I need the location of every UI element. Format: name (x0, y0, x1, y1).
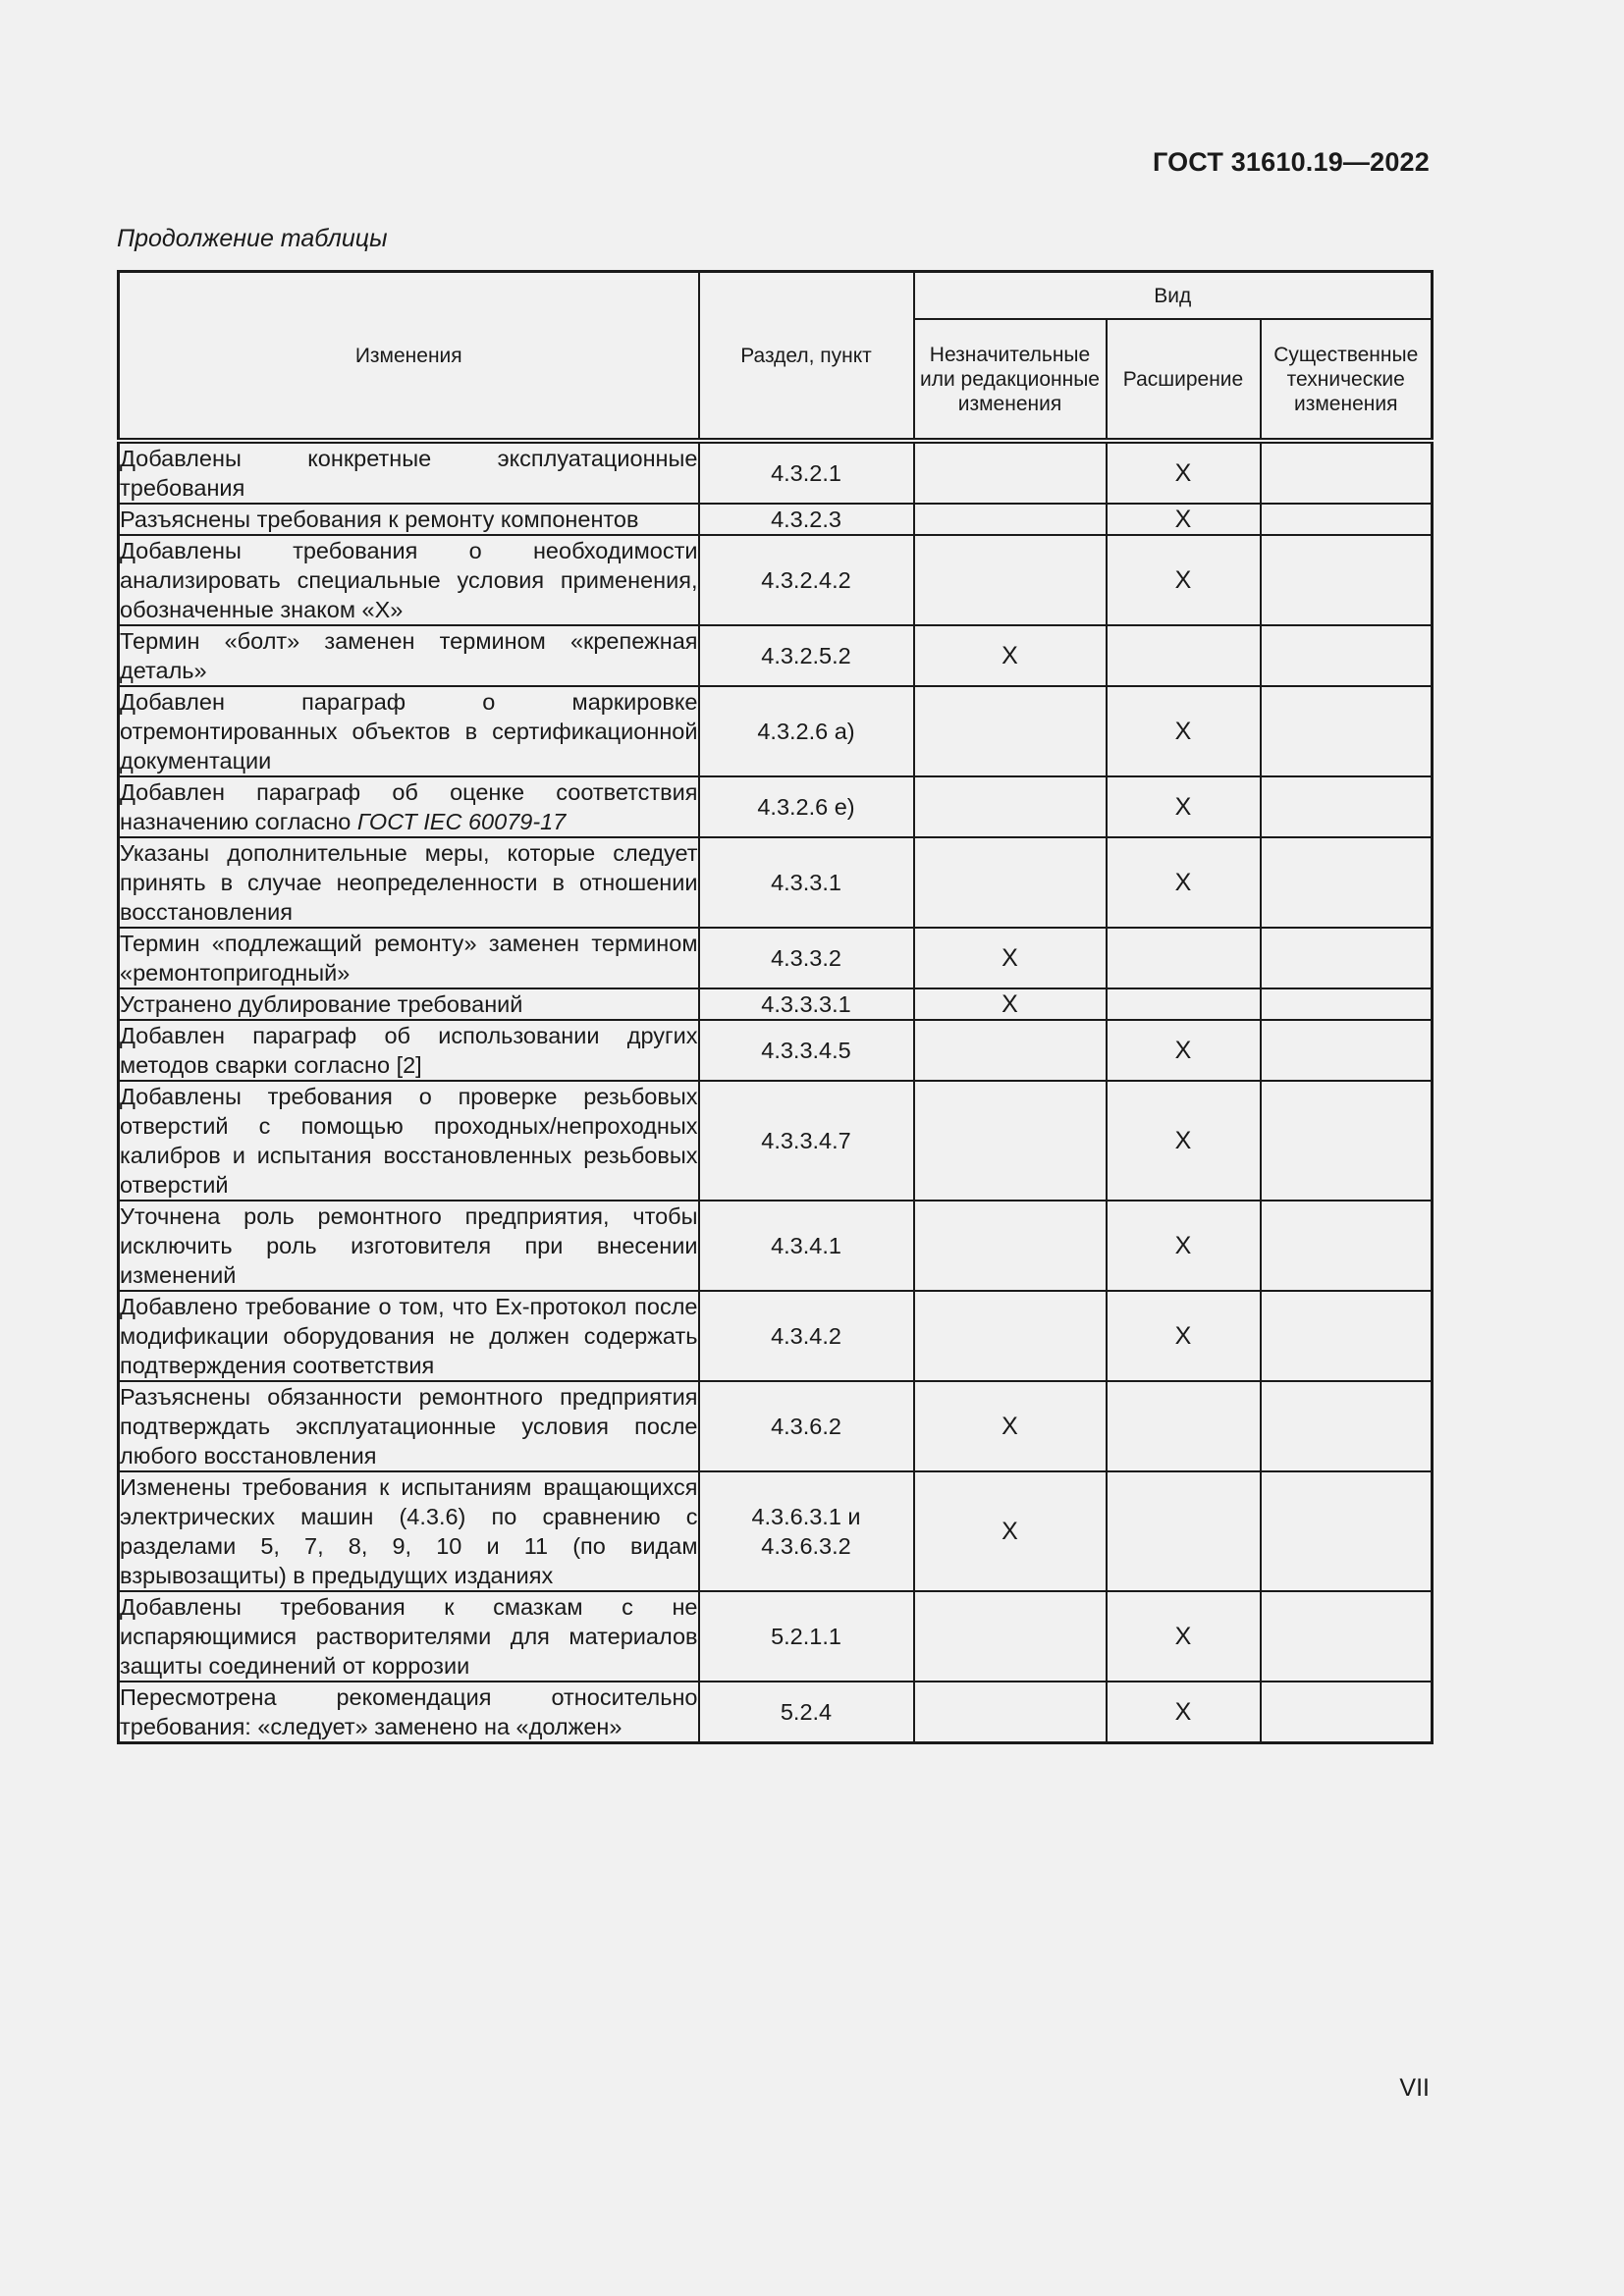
section-reference (699, 1471, 914, 1591)
column-header-minor: Незначительные или редакционные изменения (914, 319, 1107, 441)
table-row (119, 686, 1433, 776)
section-reference-text: 5.2.1.1 (771, 1624, 841, 1649)
change-description: Разъяснены требования к ремонту компонентов (119, 504, 699, 535)
kind-extension-cell (1107, 988, 1261, 1020)
kind-minor-cell (914, 625, 1107, 686)
standard-reference: ГОСТ IEC 60079-17 (356, 809, 567, 834)
kind-mark: X (1001, 989, 1018, 1018)
kind-mark: X (1174, 868, 1192, 896)
table-row (119, 1201, 1433, 1291)
column-header-kind: Вид (914, 272, 1433, 320)
table-row (119, 776, 1433, 837)
kind-minor-cell (914, 1682, 1107, 1743)
change-description: Добавлены требования о необходимости анализировать специальные условия применения, обозначенные знаком «X» (119, 535, 699, 625)
section-reference (699, 504, 914, 535)
kind-minor-cell (914, 837, 1107, 928)
change-description (119, 776, 699, 837)
section-reference-text: 4.3.2.1 (771, 460, 841, 486)
kind-extension-cell (1107, 504, 1261, 535)
table-body (119, 441, 1433, 1743)
change-description: Пересмотрена рекомендация относительно требования: «следует» заменено на «должен» (119, 1682, 699, 1743)
kind-minor-cell (914, 441, 1107, 504)
change-description: Разъяснены обязанности ремонтного предприятия подтверждать эксплуатационные условия после любого восстановления (119, 1381, 699, 1471)
section-reference (699, 776, 914, 837)
kind-major-cell (1261, 1201, 1433, 1291)
changes-table (117, 270, 1434, 1744)
section-reference (699, 625, 914, 686)
kind-mark: X (1001, 641, 1018, 669)
kind-minor-cell (914, 1201, 1107, 1291)
section-reference (699, 1291, 914, 1381)
change-description: Добавлен параграф об использовании других методов сварки согласно [2] (119, 1020, 699, 1081)
document-code: ГОСТ 31610.19—2022 (1152, 147, 1430, 177)
kind-major-cell (1261, 1381, 1433, 1471)
change-description-text: Добавлен параграф об оценке соответствия назначению согласно (120, 779, 698, 834)
kind-major-cell (1261, 625, 1433, 686)
section-reference (699, 837, 914, 928)
kind-mark: X (1174, 458, 1192, 487)
kind-extension-cell (1107, 535, 1261, 625)
kind-extension-cell (1107, 441, 1261, 504)
column-header-changes: Изменения (119, 272, 699, 442)
change-description: Термин «подлежащий ремонту» заменен термином «ремонтопригодный» (119, 928, 699, 988)
kind-major-cell (1261, 928, 1433, 988)
kind-mark: X (1174, 792, 1192, 821)
section-reference (699, 1591, 914, 1682)
section-reference-text: 4.3.3.1 (771, 870, 841, 895)
table-row (119, 1471, 1433, 1591)
kind-major-cell (1261, 686, 1433, 776)
table-row (119, 988, 1433, 1020)
change-description: Изменены требования к испытаниям вращающихся электрических машин (4.3.6) по сравнению с разделами 5, 7, 8, 9, 10 и 11 (по видам взрывозащиты) в предыдущих изданиях (119, 1471, 699, 1591)
kind-minor-cell (914, 1081, 1107, 1201)
change-description: Уточнена роль ремонтного предприятия, чтобы исключить роль изготовителя при внесении изменений (119, 1201, 699, 1291)
table-row (119, 1381, 1433, 1471)
table-row (119, 1291, 1433, 1381)
kind-mark: X (1174, 1036, 1192, 1064)
table-caption: Продолжение таблицы (117, 225, 388, 252)
kind-major-cell (1261, 1081, 1433, 1201)
section-reference (699, 1201, 914, 1291)
section-reference-text: 4.3.4.2 (771, 1323, 841, 1349)
column-header-extension: Расширение (1107, 319, 1261, 441)
page-number: VII (1399, 2074, 1430, 2102)
kind-major-cell (1261, 1591, 1433, 1682)
column-header-section: Раздел, пункт (699, 272, 914, 442)
kind-mark: X (1174, 565, 1192, 594)
section-reference-text: 4.3.2.4.2 (761, 567, 851, 593)
kind-mark: X (1174, 1622, 1192, 1650)
table-row (119, 837, 1433, 928)
kind-major-cell (1261, 1682, 1433, 1743)
table-row (119, 625, 1433, 686)
kind-major-cell (1261, 837, 1433, 928)
change-description: Добавлен параграф о маркировке отремонтированных объектов в сертификационной документации (119, 686, 699, 776)
kind-extension-cell (1107, 1081, 1261, 1201)
table-row (119, 1081, 1433, 1201)
section-reference-text: 4.3.4.1 (771, 1233, 841, 1258)
kind-extension-cell (1107, 1682, 1261, 1743)
kind-minor-cell (914, 1020, 1107, 1081)
kind-minor-cell (914, 928, 1107, 988)
kind-mark: X (1001, 1412, 1018, 1440)
table-row (119, 441, 1433, 504)
kind-extension-cell (1107, 928, 1261, 988)
table-row (119, 1591, 1433, 1682)
change-description: Добавлены требования о проверке резьбовых отверстий с помощью проходных/непроходных калибров и испытания восстановленных резьбовых отверстий (119, 1081, 699, 1201)
kind-extension-cell (1107, 1591, 1261, 1682)
kind-mark: X (1174, 1126, 1192, 1154)
section-reference (699, 1381, 914, 1471)
kind-mark: X (1174, 505, 1192, 533)
kind-minor-cell (914, 504, 1107, 535)
kind-extension-cell (1107, 1381, 1261, 1471)
kind-minor-cell (914, 686, 1107, 776)
kind-extension-cell (1107, 776, 1261, 837)
section-reference-text: 4.3.2.3 (771, 507, 841, 532)
kind-major-cell (1261, 1471, 1433, 1591)
kind-minor-cell (914, 1381, 1107, 1471)
kind-minor-cell (914, 535, 1107, 625)
kind-major-cell (1261, 535, 1433, 625)
kind-extension-cell (1107, 1201, 1261, 1291)
kind-minor-cell (914, 1291, 1107, 1381)
kind-minor-cell (914, 988, 1107, 1020)
section-reference-text: 5.2.4 (780, 1699, 833, 1725)
table-row (119, 504, 1433, 535)
kind-major-cell (1261, 776, 1433, 837)
kind-major-cell (1261, 1291, 1433, 1381)
section-reference-text: 4.3.3.3.1 (761, 991, 851, 1017)
kind-major-cell (1261, 1020, 1433, 1081)
change-description: Термин «болт» заменен термином «крепежная деталь» (119, 625, 699, 686)
section-reference-text: 4.3.2.5.2 (761, 643, 851, 668)
kind-major-cell (1261, 988, 1433, 1020)
section-reference (699, 928, 914, 988)
section-reference-text: 4.3.3.4.7 (761, 1128, 851, 1153)
table-row (119, 535, 1433, 625)
kind-mark: X (1001, 943, 1018, 972)
section-reference-text: 4.3.2.6 а) (757, 719, 855, 744)
section-reference-text: 4.3.6.2 (771, 1414, 841, 1439)
kind-mark: X (1174, 717, 1192, 745)
section-reference (699, 1020, 914, 1081)
kind-minor-cell (914, 1471, 1107, 1591)
kind-extension-cell (1107, 1291, 1261, 1381)
change-description: Добавлено требование о том, что Ex-протокол после модификации оборудования не должен содержать подтверждения соответствия (119, 1291, 699, 1381)
section-reference (699, 686, 914, 776)
kind-mark: X (1174, 1697, 1192, 1726)
section-reference-text: 4.3.3.2 (771, 945, 841, 971)
section-reference (699, 1682, 914, 1743)
kind-extension-cell (1107, 686, 1261, 776)
kind-minor-cell (914, 776, 1107, 837)
table-row (119, 928, 1433, 988)
kind-major-cell (1261, 504, 1433, 535)
table-row (119, 1020, 1433, 1081)
kind-extension-cell (1107, 625, 1261, 686)
section-reference (699, 1081, 914, 1201)
change-description: Указаны дополнительные меры, которые следует принять в случае неопределенности в отношении восстановления (119, 837, 699, 928)
change-description: Добавлены конкретные эксплуатационные требования (119, 441, 699, 504)
kind-minor-cell (914, 1591, 1107, 1682)
kind-mark: X (1001, 1517, 1018, 1545)
column-header-major: Существенные технические изменения (1261, 319, 1433, 441)
section-reference-text: 4.3.2.6 е) (757, 794, 855, 820)
kind-major-cell (1261, 441, 1433, 504)
section-reference-text: 4.3.6.3.1 и 4.3.6.3.2 (751, 1504, 861, 1559)
kind-mark: X (1174, 1231, 1192, 1259)
kind-extension-cell (1107, 1471, 1261, 1591)
kind-extension-cell (1107, 837, 1261, 928)
table-row (119, 1682, 1433, 1743)
section-reference (699, 535, 914, 625)
change-description: Устранено дублирование требований (119, 988, 699, 1020)
section-reference (699, 988, 914, 1020)
kind-mark: X (1174, 1321, 1192, 1350)
section-reference-text: 4.3.3.4.5 (761, 1038, 851, 1063)
section-reference (699, 441, 914, 504)
change-description: Добавлены требования к смазкам с не испаряющимися растворителями для материалов защиты соединений от коррозии (119, 1591, 699, 1682)
kind-extension-cell (1107, 1020, 1261, 1081)
